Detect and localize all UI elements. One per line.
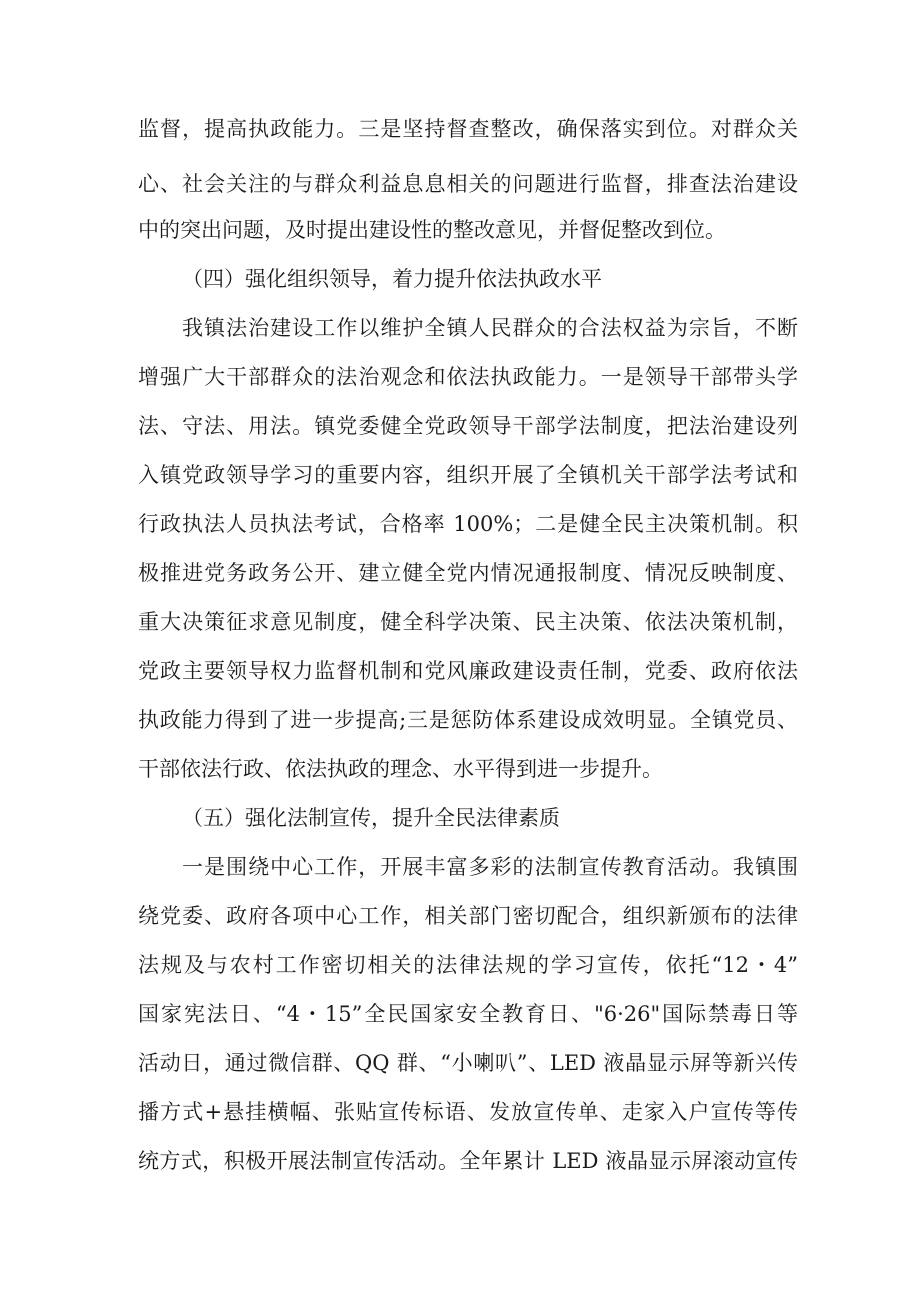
paragraph-line: 干部依法行政、依法执政的理念、水平得到进一步提升。: [138, 757, 663, 781]
paragraph-line: 国家宪法日、“4・15”全民国家安全教育日、"6·26"国际禁毒日等: [138, 1002, 798, 1026]
paragraph-line: 中的突出问题，及时提出建设性的整改意见，并督促整改到位。: [138, 218, 726, 242]
paragraph-line: 播方式+悬挂横幅、张贴宣传标语、发放宣传单、走家入户宣传等传: [138, 1100, 798, 1124]
paragraph-line: 增强广大干部群众的法治观念和依法执政能力。一是领导干部带头学: [138, 365, 798, 389]
paragraph-line: 统方式，积极开展法制宣传活动。全年累计 LED 液晶显示屏滚动宣传: [138, 1149, 798, 1173]
section-heading: （五）强化法制宣传，提升全民法律素质: [182, 806, 560, 830]
paragraph-line: 监督，提高执政能力。三是坚持督查整改，确保落实到位。对群众关: [138, 117, 798, 141]
paragraph-line: 我镇法治建设工作以维护全镇人民群众的合法权益为宗旨，不断: [182, 316, 798, 340]
paragraph-line: 心、社会关注的与群众利益息息相关的问题进行监督，排查法治建设: [138, 172, 798, 196]
paragraph-line: 极推进党务政务公开、建立健全党内情况通报制度、情况反映制度、: [138, 561, 798, 585]
paragraph-line: 法规及与农村工作密切相关的法律法规的学习宣传，依托“12・4”: [138, 953, 798, 977]
section-heading: （四）强化组织领导，着力提升依法执政水平: [182, 267, 602, 291]
paragraph-line: 活动日，通过微信群、QQ 群、“小喇叭”、LED 液晶显示屏等新兴传: [138, 1051, 798, 1075]
paragraph-line: 党政主要领导权力监督机制和党风廉政建设责任制，党委、政府依法: [138, 659, 798, 683]
paragraph-line: 入镇党政领导学习的重要内容，组织开展了全镇机关干部学法考试和: [138, 463, 798, 487]
paragraph-line: 重大决策征求意见制度，健全科学决策、民主决策、依法决策机制，: [138, 610, 798, 634]
paragraph-line: 一是围绕中心工作，开展丰富多彩的法制宣传教育活动。我镇围: [182, 855, 798, 879]
paragraph-line: 行政执法人员执法考试，合格率 100%；二是健全民主决策机制。积: [138, 512, 798, 536]
paragraph-line: 执政能力得到了进一步提高;三是惩防体系建设成效明显。全镇党员、: [138, 708, 798, 732]
paragraph-line: 绕党委、政府各项中心工作，相关部门密切配合，组织新颁布的法律: [138, 904, 798, 928]
paragraph-line: 法、守法、用法。镇党委健全党政领导干部学法制度，把法治建设列: [138, 414, 798, 438]
